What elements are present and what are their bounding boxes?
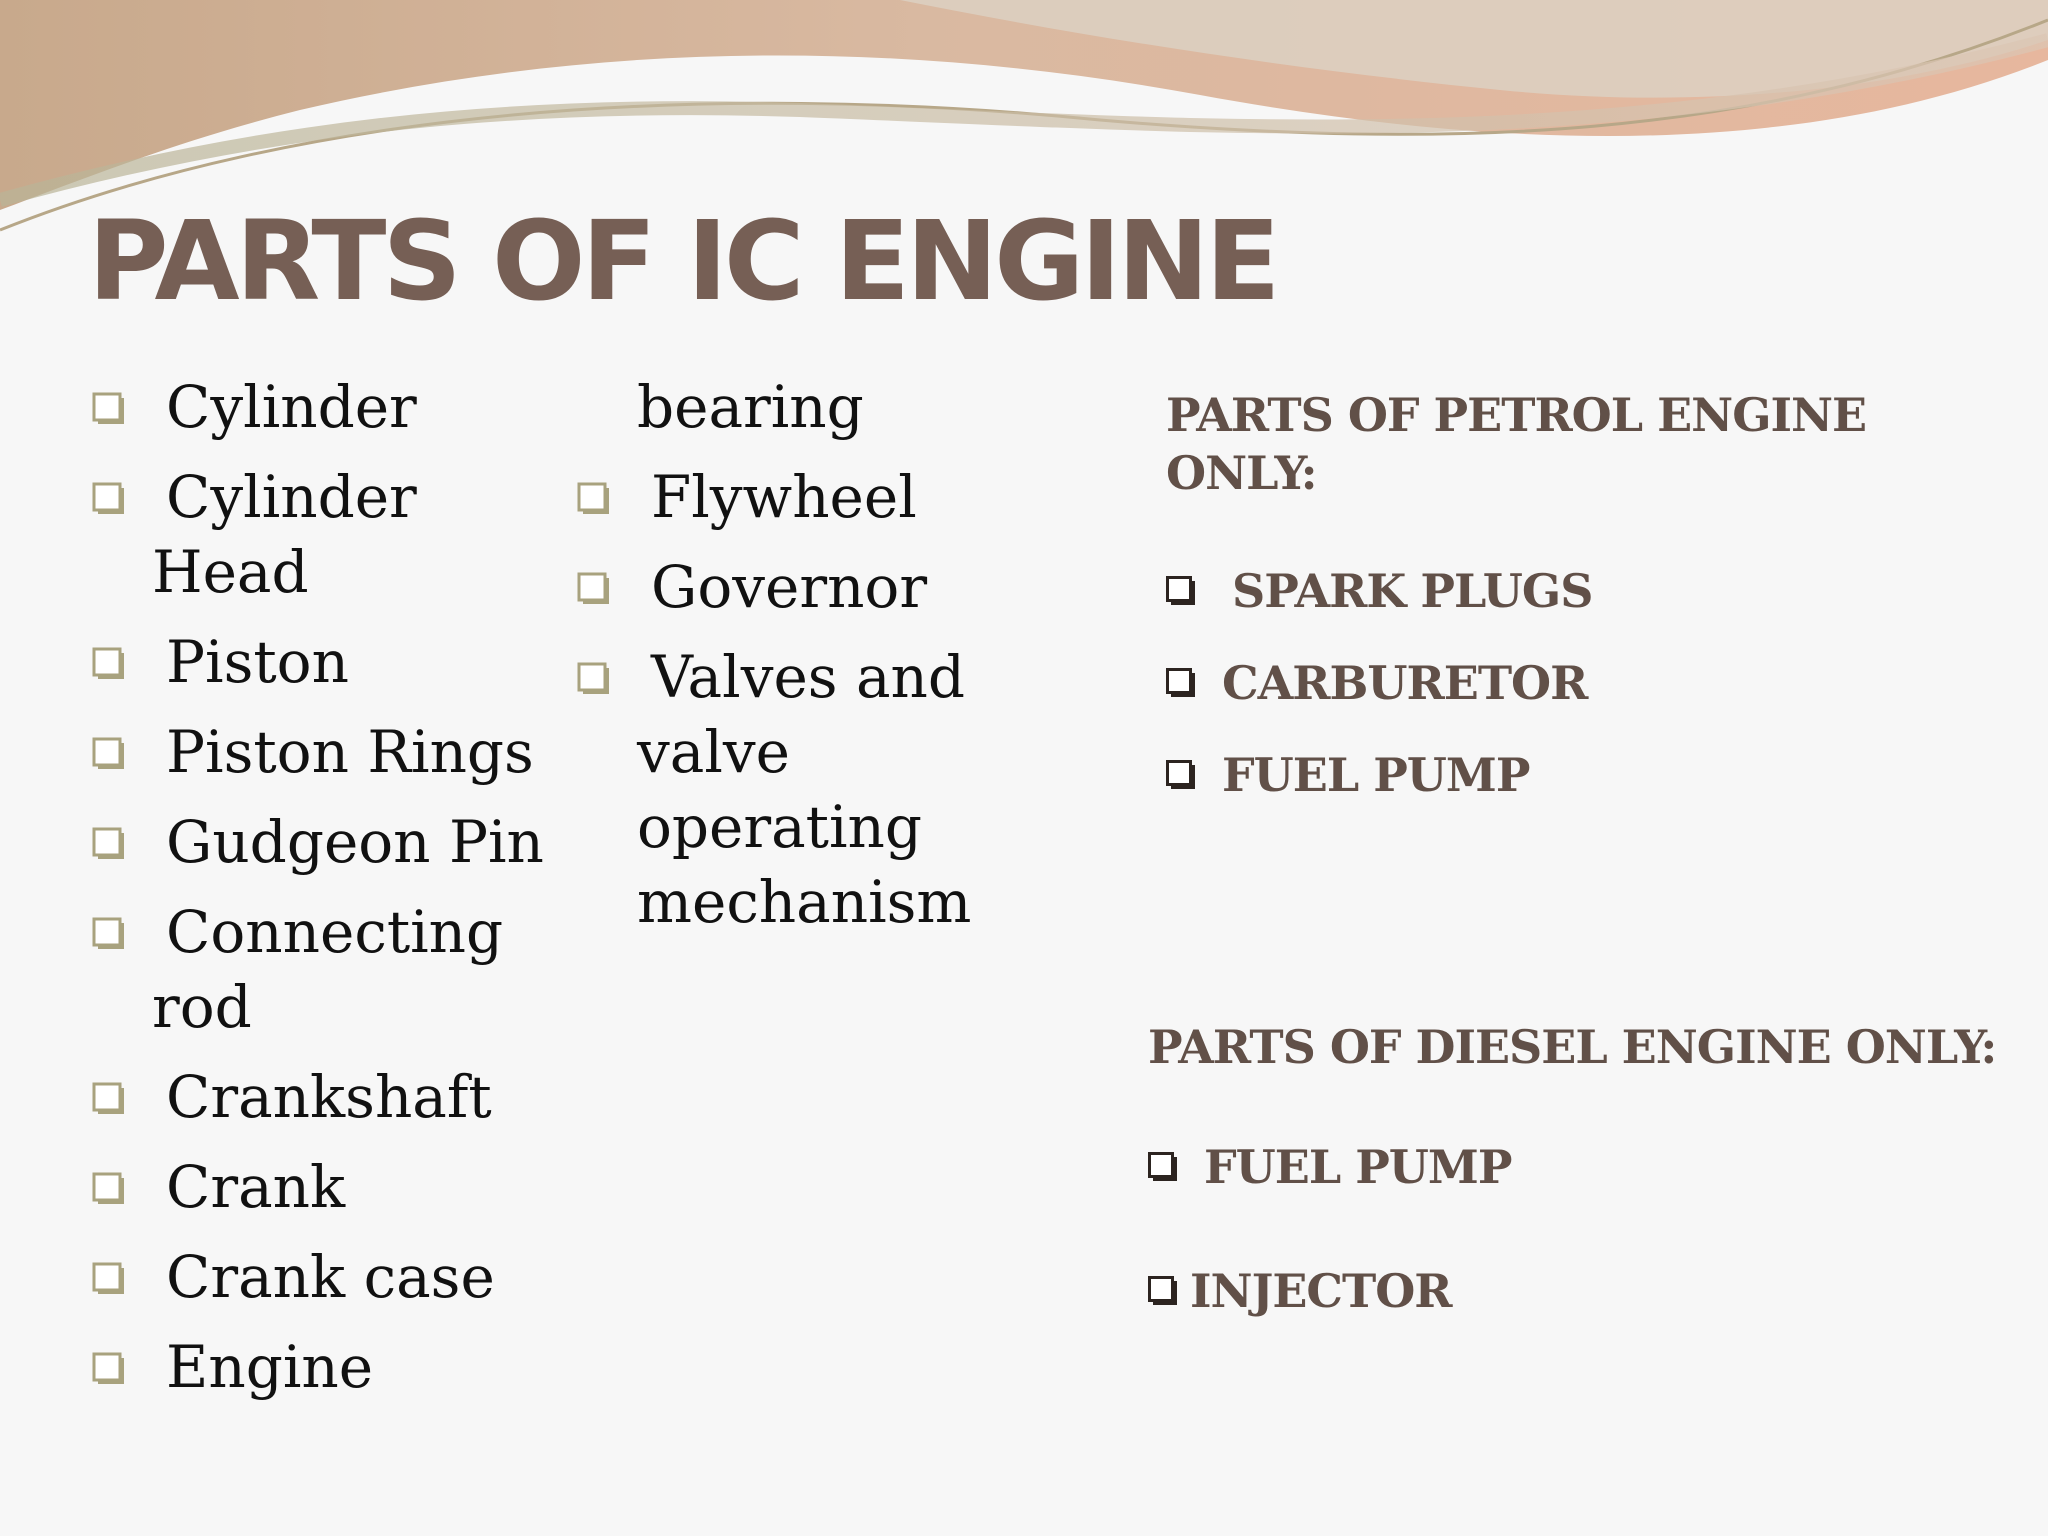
- diesel-section: [1148, 1018, 2028, 1320]
- square-bullet-icon: [1166, 668, 1196, 698]
- list-item-label: Engine: [166, 1333, 374, 1401]
- square-bullet-icon: [1148, 1152, 1178, 1182]
- list-item-label: Crank case: [166, 1243, 495, 1311]
- list-item-label: Cylinder Head: [152, 463, 417, 606]
- list-item: [575, 640, 975, 940]
- diesel-heading: PARTS OF DIESEL ENGINE ONLY:: [1148, 1020, 1997, 1074]
- square-bullet-icon: [577, 482, 611, 516]
- list-item-label: bearing: [637, 373, 864, 441]
- list-item: [90, 460, 590, 610]
- petrol-item-label: SPARK PLUGS: [1232, 564, 1593, 618]
- square-bullet-icon: [92, 392, 126, 426]
- list-item: [90, 1240, 590, 1315]
- square-bullet-icon: [92, 917, 126, 951]
- list-item: [90, 1060, 590, 1135]
- list-item: [90, 895, 590, 1045]
- square-bullet-icon: [92, 1352, 126, 1386]
- petrol-heading: PARTS OF PETROL ENGINE ONLY:: [1166, 388, 1867, 500]
- list-item-label: Gudgeon Pin: [166, 808, 544, 876]
- diesel-item-label: FUEL PUMP: [1204, 1140, 1512, 1194]
- petrol-item-label: CARBURETOR: [1222, 656, 1588, 710]
- list-item: [1148, 1138, 2028, 1196]
- slide-title: PARTS OF IC ENGINE: [88, 197, 1277, 325]
- diesel-item-label: INJECTOR: [1190, 1264, 1452, 1318]
- list-item: [90, 805, 590, 880]
- square-bullet-icon: [92, 737, 126, 771]
- square-bullet-icon: [92, 1262, 126, 1296]
- list-item: [90, 370, 590, 445]
- petrol-item-label: FUEL PUMP: [1222, 748, 1530, 802]
- square-bullet-icon: [577, 662, 611, 696]
- square-bullet-icon: [1148, 1276, 1178, 1306]
- list-item-label: Connecting rod: [152, 898, 504, 1041]
- list-item: [90, 1150, 590, 1225]
- parts-list-column-1: [90, 370, 590, 1420]
- square-bullet-icon: [1166, 576, 1196, 606]
- square-bullet-icon: [1166, 760, 1196, 790]
- list-item: [1166, 746, 1926, 804]
- square-bullet-icon: [92, 1082, 126, 1116]
- list-item: [1166, 562, 1926, 620]
- list-item: [1166, 654, 1926, 712]
- list-item-label: Piston: [166, 628, 349, 696]
- list-item-label: Crankshaft: [166, 1063, 492, 1131]
- list-item: [90, 625, 590, 700]
- list-item-label: Cylinder: [166, 373, 417, 441]
- square-bullet-icon: [92, 1172, 126, 1206]
- square-bullet-icon: [92, 482, 126, 516]
- square-bullet-icon: [577, 572, 611, 606]
- list-item: [1148, 1262, 2028, 1320]
- list-item-label: Flywheel: [651, 463, 917, 531]
- list-item: [90, 715, 590, 790]
- list-item-continuation: [575, 370, 975, 445]
- petrol-section: [1166, 386, 1926, 804]
- list-item-label: Piston Rings: [166, 718, 534, 786]
- list-item: [575, 460, 975, 535]
- list-item: [575, 550, 975, 625]
- square-bullet-icon: [92, 647, 126, 681]
- square-bullet-icon: [92, 827, 126, 861]
- list-item: [90, 1330, 590, 1405]
- list-item-label: Valves and valve operating mechanism: [637, 643, 972, 936]
- list-item-label: Governor: [651, 553, 928, 621]
- parts-list-column-2: [575, 370, 975, 955]
- list-item-label: Crank: [166, 1153, 346, 1221]
